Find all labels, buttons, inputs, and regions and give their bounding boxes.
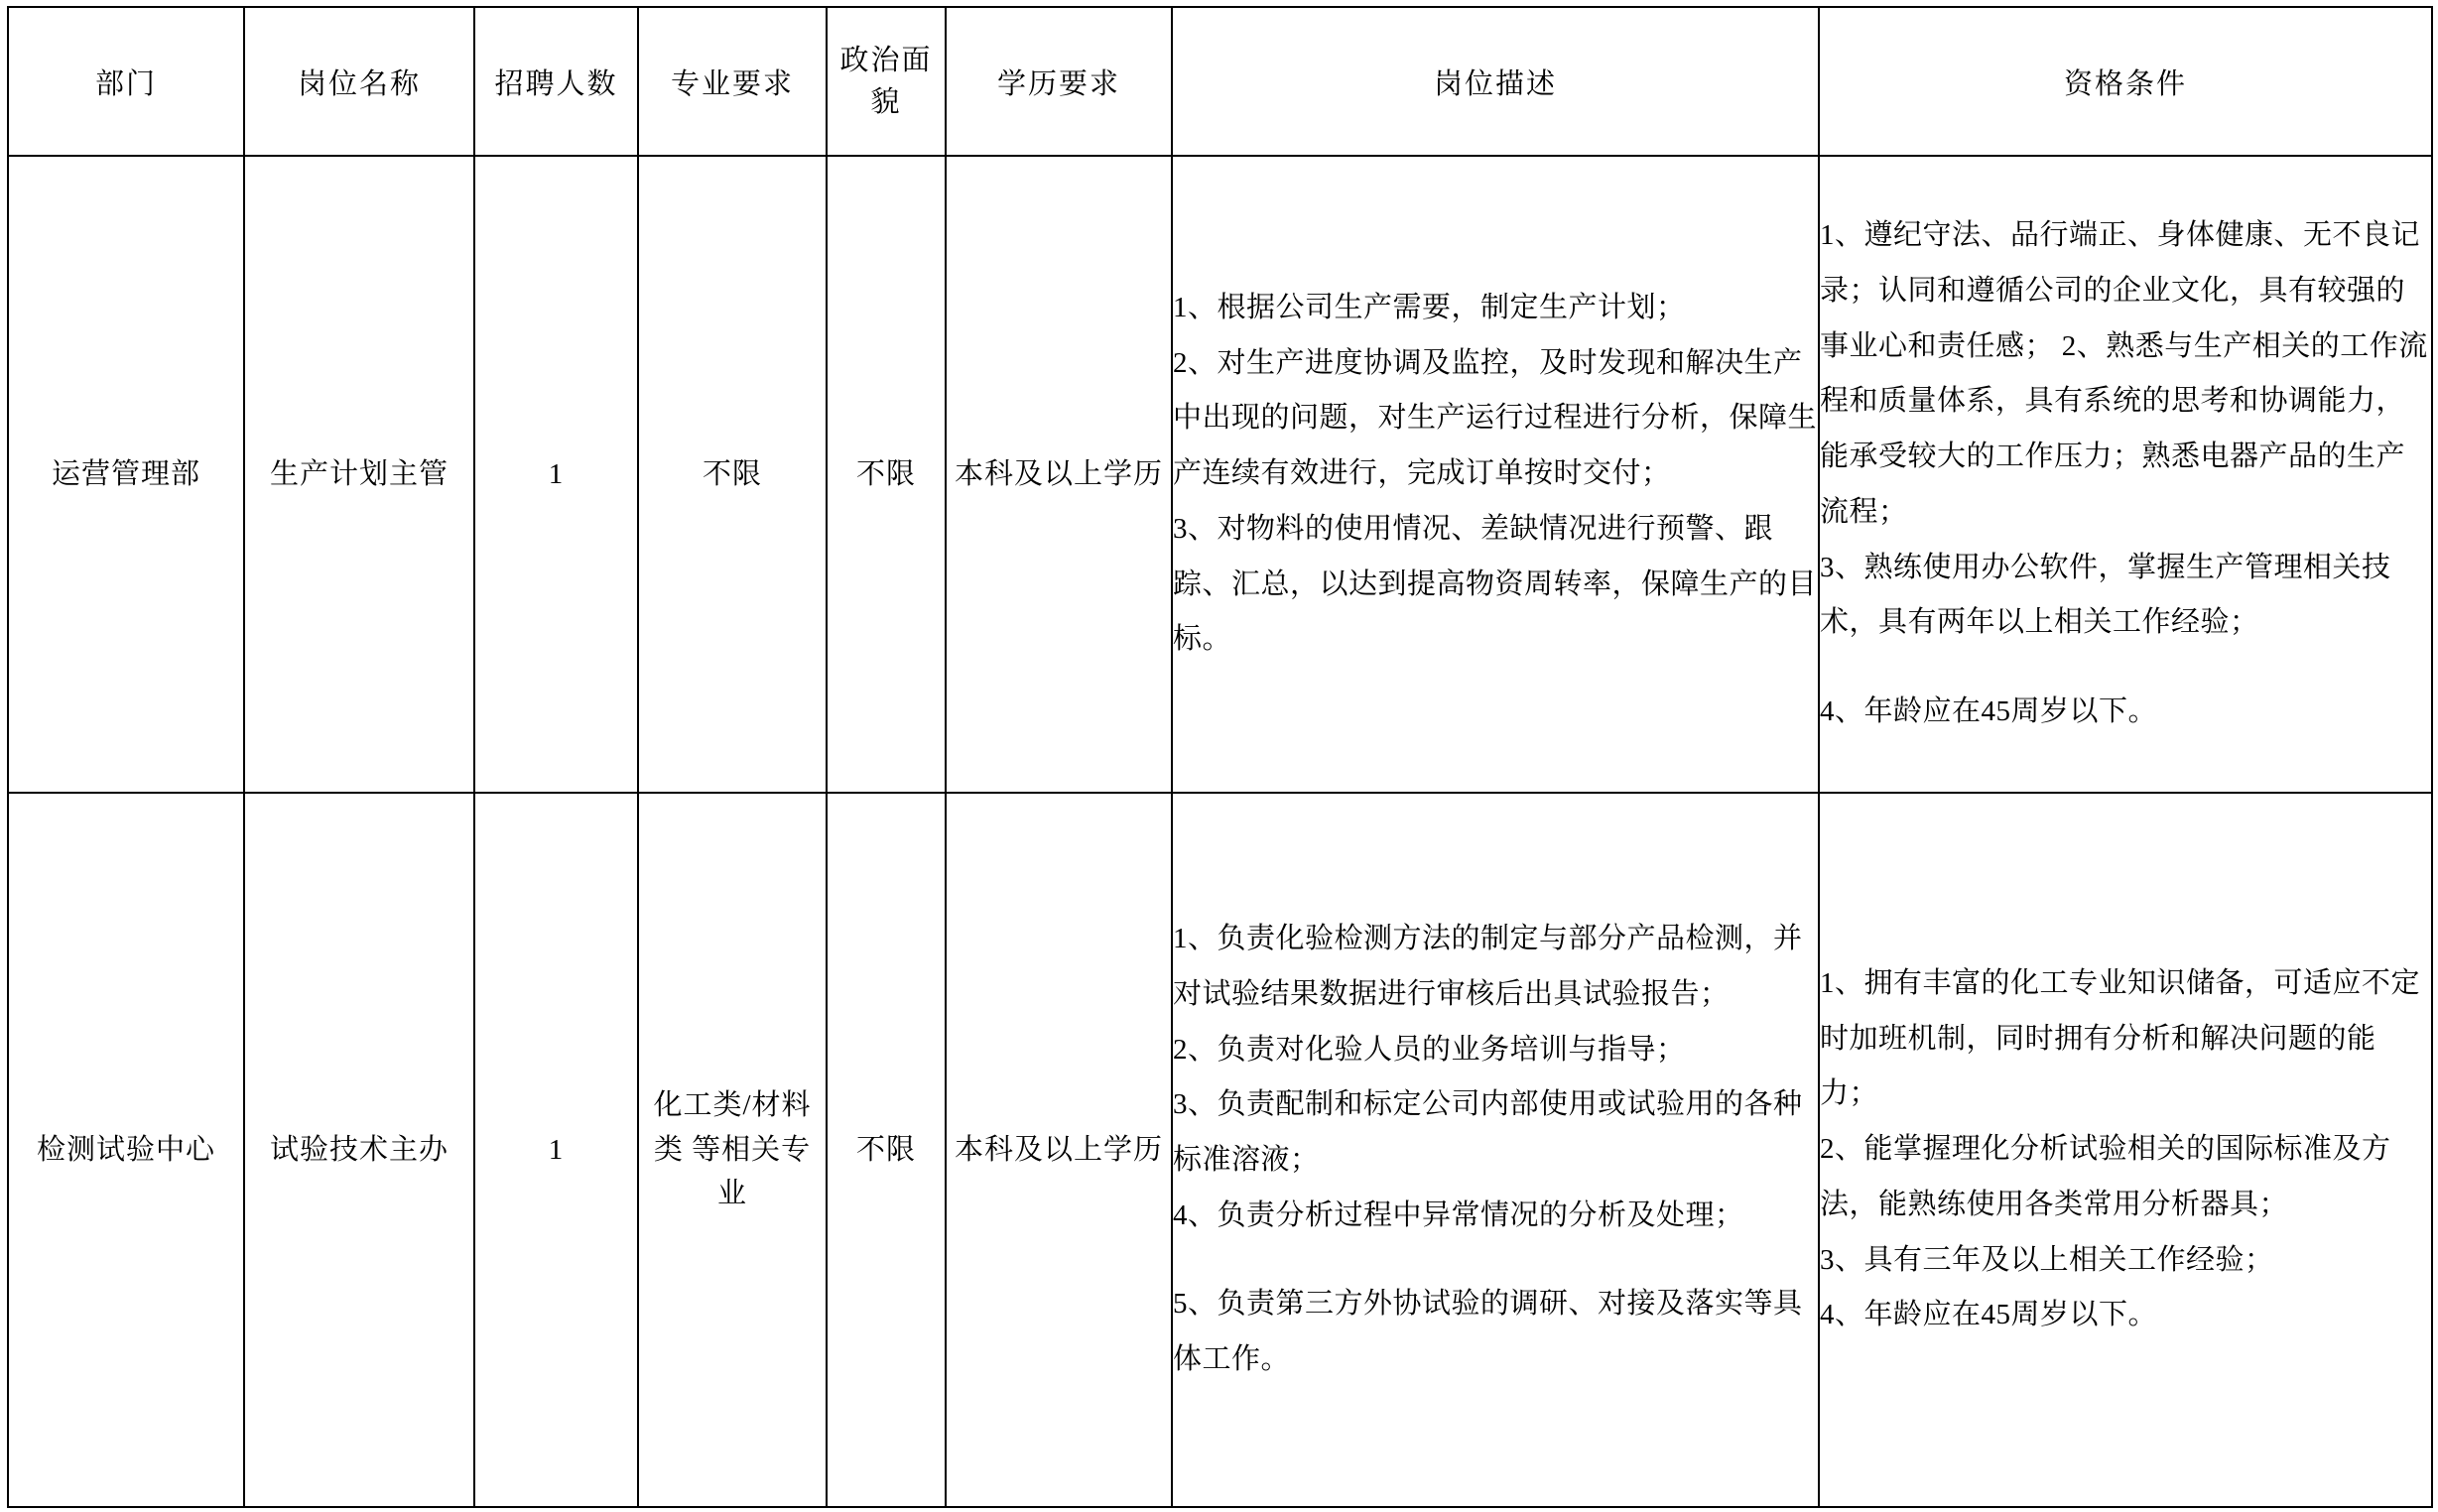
- cell-recruit-number: [474, 793, 638, 1507]
- qualification-item: 1、遵纪守法、品行端正、身体健康、无不良记录；认同和遵循公司的企业文化，具有较强的事业心和责任感； 2、熟悉与生产相关的工作流程和质量体系，具有系统的思考和协调能力，能承受较大的工作压力；熟悉电器产品的生产流程；: [1820, 219, 2428, 528]
- header-job-description: 岗位描述: [1172, 7, 1819, 156]
- department-value: 运营管理部: [51, 457, 200, 490]
- qualification-item: 1、拥有丰富的化工专业知识储备，可适应不定时加班机制，同时拥有分析和解决问题的能力；: [1820, 967, 2421, 1110]
- recruit-number-value: 1: [548, 457, 565, 490]
- cell-recruit-number: [474, 156, 638, 793]
- cell-qualification: [1819, 793, 2432, 1507]
- major-requirement-value: 不限: [702, 457, 762, 490]
- qualification-item: 3、具有三年及以上相关工作经验；: [1820, 1243, 2274, 1276]
- cell-political-status: [827, 793, 946, 1507]
- education-requirement-value: 本科及以上学历: [954, 1133, 1163, 1166]
- political-status-value: 不限: [855, 1133, 916, 1166]
- cell-post-name: [244, 793, 474, 1507]
- header-qualification: 资格条件: [1819, 7, 2432, 156]
- cell-job-description: [1172, 793, 1819, 1507]
- cell-major-requirement: [638, 156, 827, 793]
- cell-political-status: [827, 156, 946, 793]
- major-requirement-value: 化工类/材料类 等相关专业: [653, 1088, 812, 1210]
- job-description-item: 3、对物料的使用情况、差缺情况进行预警、跟踪、汇总，以达到提高物资周转率，保障生产的目标。: [1173, 512, 1818, 656]
- header-recruit-number: 招聘人数: [474, 7, 638, 156]
- cell-qualification: [1819, 156, 2432, 793]
- cell-job-description: [1172, 156, 1819, 793]
- qualification-item: 2、能掌握理化分析试验相关的国际标准及方法，能熟练使用各类常用分析器具；: [1820, 1133, 2391, 1220]
- table-header-row: [8, 7, 2432, 156]
- post-name-value: 生产计划主管: [269, 457, 449, 490]
- cell-education-requirement: [946, 156, 1172, 793]
- table-row: [8, 793, 2432, 1507]
- recruitment-table: [7, 6, 2433, 1508]
- education-requirement-value: 本科及以上学历: [954, 457, 1163, 490]
- job-description-item: 2、负责对化验人员的业务培训与指导；: [1173, 1033, 1686, 1066]
- header-post-name: 岗位名称: [244, 7, 474, 156]
- header-department: 部门: [8, 7, 244, 156]
- qualification-item: 4、年龄应在45周岁以下。: [1820, 694, 2158, 727]
- cell-department: [8, 156, 244, 793]
- job-description-item: 1、根据公司生产需要，制定生产计划；: [1173, 292, 1686, 324]
- cell-post-name: [244, 156, 474, 793]
- table-row: [8, 156, 2432, 793]
- qualification-item: 3、熟练使用办公软件，掌握生产管理相关技术，具有两年以上相关工作经验；: [1820, 551, 2391, 639]
- header-major-requirement: 专业要求: [638, 7, 827, 156]
- political-status-value: 不限: [855, 457, 916, 490]
- header-education-requirement: 学历要求: [946, 7, 1172, 156]
- job-description-item: 2、对生产进度协调及监控，及时发现和解决生产中出现的问题，对生产运行过程进行分析，保障生产连续有效进行，完成订单按时交付；: [1173, 346, 1818, 490]
- job-description-item: 3、负责配制和标定公司内部使用或试验用的各种标准溶液；: [1173, 1088, 1803, 1176]
- department-value: 检测试验中心: [36, 1133, 215, 1166]
- header-political-status: 政治面貌: [827, 7, 946, 156]
- job-description-item: 5、负责第三方外协试验的调研、对接及落实等具体工作。: [1173, 1288, 1803, 1376]
- recruit-number-value: 1: [548, 1133, 565, 1166]
- qualification-item: 4、年龄应在45周岁以下。: [1820, 1299, 2158, 1331]
- cell-major-requirement: [638, 793, 827, 1507]
- cell-department: [8, 793, 244, 1507]
- post-name-value: 试验技术主办: [269, 1133, 449, 1166]
- job-description-item: 4、负责分析过程中异常情况的分析及处理；: [1173, 1198, 1744, 1231]
- cell-education-requirement: [946, 793, 1172, 1507]
- job-description-item: 1、负责化验检测方法的制定与部分产品检测，并对试验结果数据进行审核后出具试验报告；: [1173, 923, 1803, 1010]
